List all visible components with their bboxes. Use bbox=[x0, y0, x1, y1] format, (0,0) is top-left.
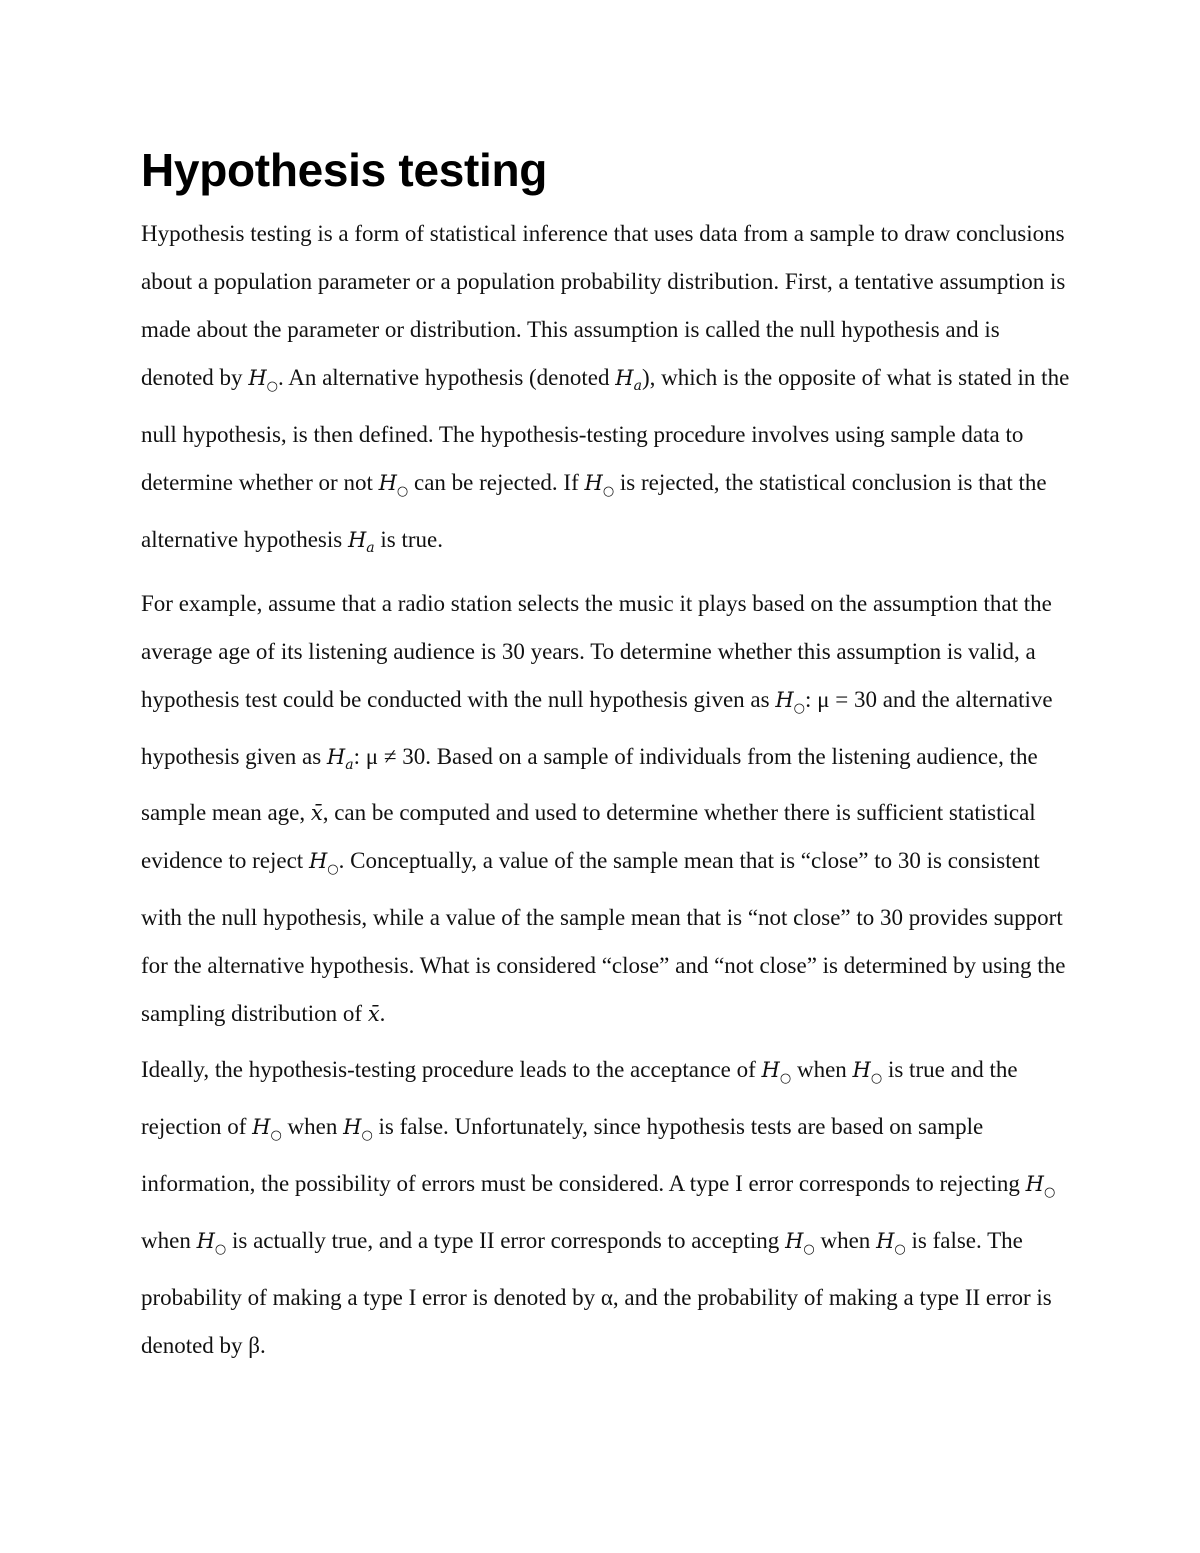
null-hypothesis-symbol: $H_○$ bbox=[876, 1229, 906, 1257]
sample-mean-symbol: x̄ bbox=[310, 801, 323, 825]
text-run: when bbox=[141, 1228, 197, 1253]
paragraph-errors bbox=[141, 1046, 1071, 1370]
null-hypothesis-symbol: $H_○$ bbox=[248, 366, 278, 394]
text-run: is false. The probability of making a type I error is denoted by α, and the probability of making a type II error is denoted by β. bbox=[141, 1228, 1052, 1358]
text-run: Hypothesis testing is a form of statistical inference that uses data from a sample to draw conclusions about a population parameter or a population probability distribution. First, a tentative assumption is made about the parameter or distribution. This assumption is called the null hypothesis and is denoted by bbox=[141, 221, 1066, 390]
text-run: . Conceptually, a value of the sample mean that is “close” to 30 is consistent with the null hypothesis, while a value of the sample mean that is “not close” to 30 provides support for the alternative hypothesis. What is considered “close” and “not close” is determined by using the sampling distribution of bbox=[141, 848, 1066, 1026]
document-body bbox=[141, 140, 1071, 1378]
null-hypothesis-symbol: $H_○$ bbox=[761, 1058, 792, 1086]
text-run: can be rejected. If bbox=[408, 470, 585, 495]
page-title: Hypothesis testing bbox=[141, 144, 548, 196]
text-run: when bbox=[281, 1114, 344, 1139]
null-hypothesis-symbol: $H_○$ bbox=[196, 1229, 227, 1257]
text-run: is true. bbox=[374, 527, 443, 552]
text-run: is rejected, the statistical conclusion is that the alternative hypothesis bbox=[141, 470, 1047, 552]
null-hypothesis-symbol: $H_○$ bbox=[378, 471, 409, 499]
text-run: is false. Unfortunately, since hypothesis tests are based on sample information, the possibility of errors must be considered. A type I error corresponds to rejecting bbox=[141, 1114, 1026, 1196]
null-hypothesis-symbol: $H_○$ bbox=[785, 1229, 815, 1257]
null-hypothesis-symbol: $H_○$ bbox=[1025, 1172, 1056, 1200]
alternative-hypothesis-symbol: $H_a$ bbox=[615, 366, 642, 394]
null-hypothesis-symbol: $H_○$ bbox=[252, 1115, 282, 1143]
text-run: when bbox=[791, 1057, 853, 1082]
sample-mean-symbol: x̄ bbox=[367, 1002, 380, 1026]
text-run: : μ = 30 and the alternative hypothesis given as bbox=[141, 687, 1053, 769]
alternative-hypothesis-symbol: $H_a$ bbox=[326, 745, 354, 773]
text-run: is true and the rejection of bbox=[141, 1057, 1018, 1139]
text-run: Ideally, the hypothesis-testing procedure leads to the acceptance of bbox=[141, 1057, 762, 1082]
text-run: . An alternative hypothesis (denoted bbox=[277, 365, 616, 390]
text-run: when bbox=[814, 1228, 877, 1253]
null-hypothesis-symbol: $H_○$ bbox=[775, 688, 805, 716]
text-run: . bbox=[379, 1001, 386, 1026]
null-hypothesis-symbol: $H_○$ bbox=[852, 1058, 883, 1086]
text-run: ), which is the opposite of what is stated in the null hypothesis, is then defined. The hypothesis-testing procedure involves using sample data to determine whether or not bbox=[141, 365, 1070, 495]
paragraph-example bbox=[141, 580, 1071, 1038]
null-hypothesis-symbol: $H_○$ bbox=[308, 849, 339, 877]
paragraph-intro bbox=[141, 210, 1071, 572]
text-run: For example, assume that a radio station selects the music it plays based on the assumption that the average age of its listening audience is 30 years. To determine whether this assumption is valid, a hypothesis test could be conducted with the null hypothesis given as bbox=[141, 591, 1052, 712]
null-hypothesis-symbol: $H_○$ bbox=[584, 471, 615, 499]
text-run: is actually true, and a type II error corresponds to accepting bbox=[226, 1228, 786, 1253]
text-run: , can be computed and used to determine whether there is sufficient statistical evidence to reject bbox=[141, 800, 1036, 873]
null-hypothesis-symbol: $H_○$ bbox=[343, 1115, 373, 1143]
text-run: : μ ≠ 30. Based on a sample of individuals from the listening audience, the sample mean age, bbox=[141, 744, 1038, 825]
alternative-hypothesis-symbol: $H_a$ bbox=[347, 528, 375, 556]
